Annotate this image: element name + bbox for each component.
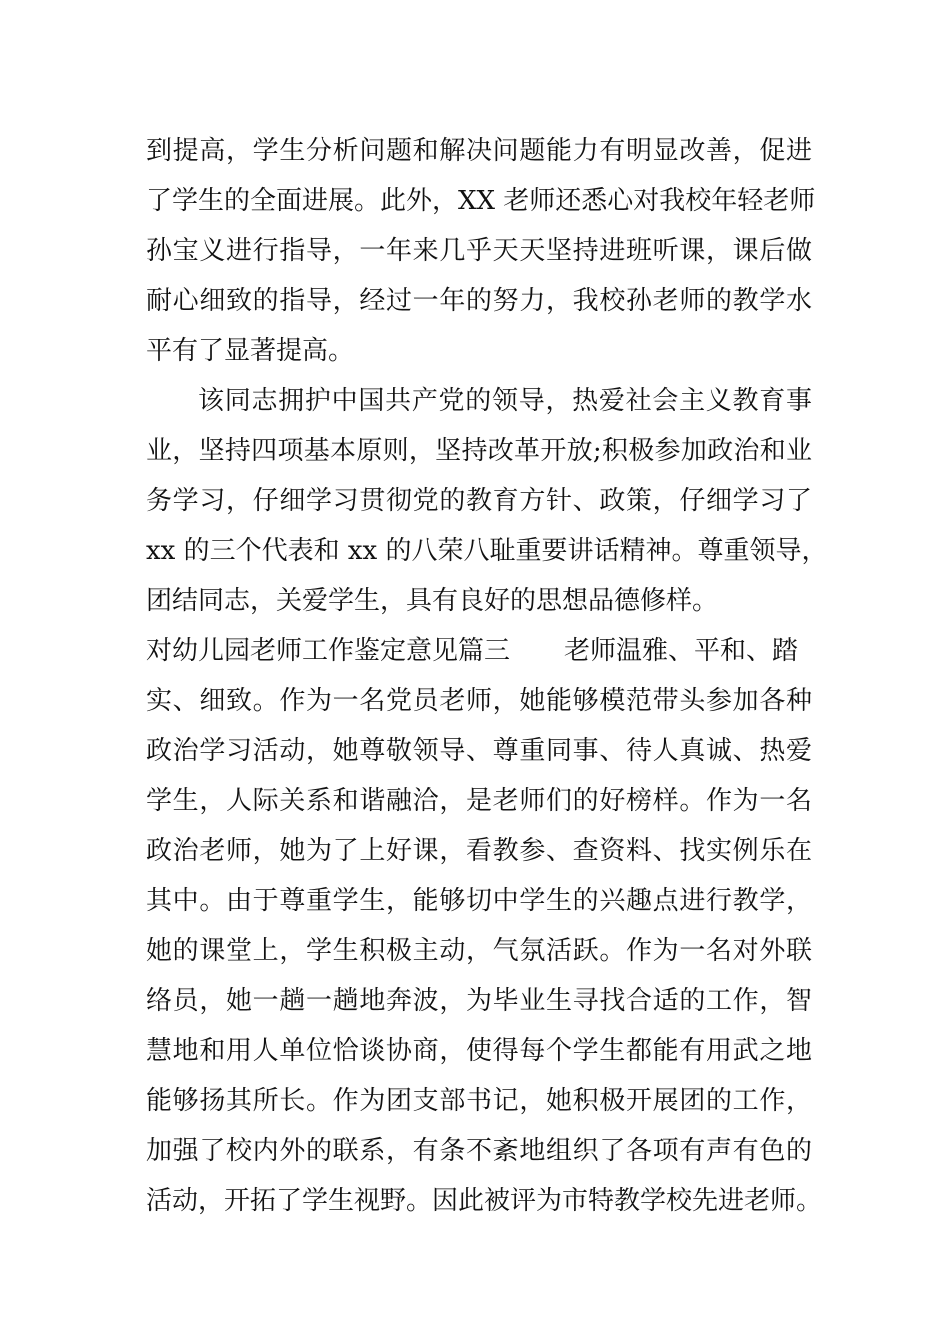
text-line: 业，坚持四项基本原则，坚持改革开放;积极参加政治和业	[146, 436, 812, 466]
document-body	[146, 126, 828, 1226]
section-heading-line	[146, 626, 812, 676]
text-line: 其中。由于尊重学生，能够切中学生的兴趣点进行教学，	[146, 886, 812, 916]
text-line: 能够扬其所长。作为团支部书记，她积极开展团的工作，	[146, 1086, 812, 1116]
section-first-line: 老师温雅、平和、踏	[564, 636, 799, 666]
paragraph-start-line: 该同志拥护中国共产党的领导，热爱社会主义教育事	[198, 386, 812, 416]
text-line: 慧地和用人单位恰谈协商，使得每个学生都能有用武之地	[146, 1036, 812, 1066]
text-line: 到提高，学生分析问题和解决问题能力有明显改善，促进	[146, 136, 812, 166]
text-line: 耐心细致的指导，经过一年的努力，我校孙老师的教学水	[146, 286, 812, 316]
text-line: 平有了显著提高。	[146, 336, 355, 366]
text-line: 了学生的全面进展。此外，XX 老师还悉心对我校年轻老师	[146, 186, 816, 216]
text-line: 她的课堂上，学生积极主动，气氛活跃。作为一名对外联	[146, 936, 812, 966]
text-line: 务学习，仔细学习贯彻党的教育方针、政策，仔细学习了	[146, 486, 812, 516]
text-line: 活动，开拓了学生视野。因此被评为市特教学校先进老师。	[146, 1186, 823, 1216]
text-line: 实、细致。作为一名党员老师，她能够模范带头参加各种	[146, 686, 812, 716]
section-heading: 对幼儿园老师工作鉴定意见篇三	[146, 636, 511, 666]
text-line: xx 的三个代表和 xx 的八荣八耻重要讲话精神。尊重领导，	[146, 536, 828, 566]
text-line: 孙宝义进行指导，一年来几乎天天坚持进班听课，课后做	[146, 236, 812, 266]
text-line: 政治学习活动，她尊敬领导、尊重同事、待人真诚、热爱	[146, 736, 812, 766]
text-line: 络员，她一趟一趟地奔波，为毕业生寻找合适的工作，智	[146, 986, 812, 1016]
text-line: 团结同志，关爱学生，具有良好的思想品德修样。	[146, 586, 719, 616]
text-line: 学生，人际关系和谐融洽，是老师们的好榜样。作为一名	[146, 786, 812, 816]
text-line: 加强了校内外的联系，有条不紊地组织了各项有声有色的	[146, 1136, 812, 1166]
text-line: 政治老师，她为了上好课，看教参、查资料、找实例乐在	[146, 836, 812, 866]
